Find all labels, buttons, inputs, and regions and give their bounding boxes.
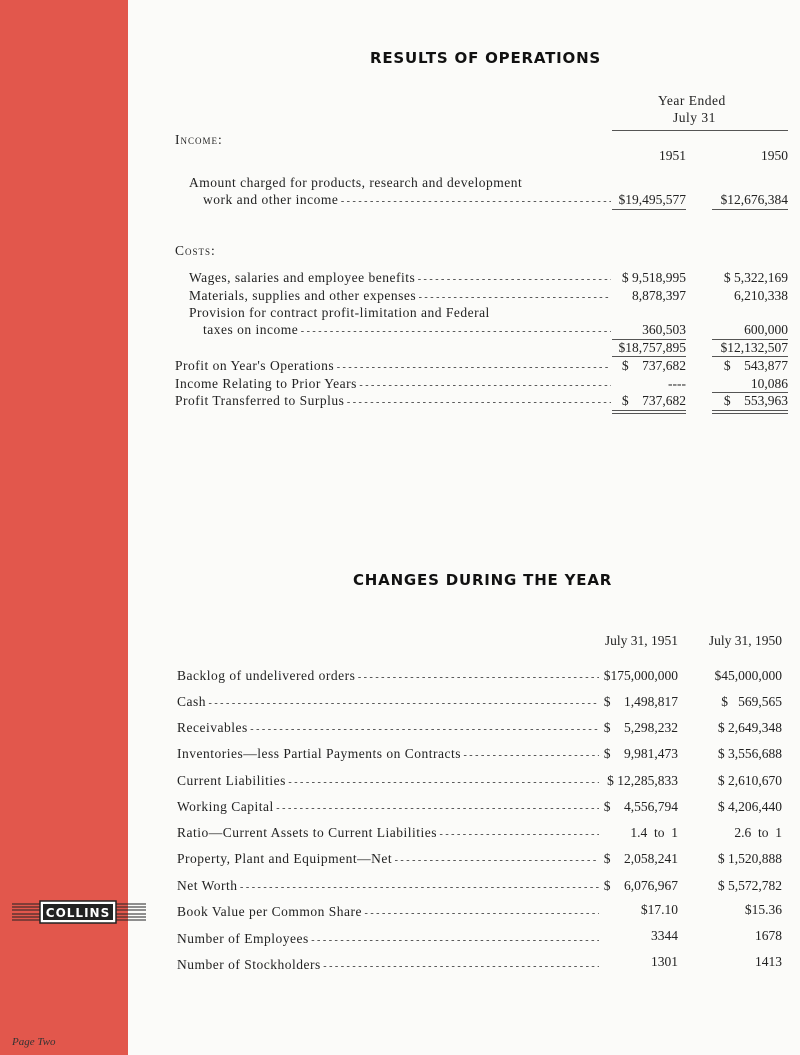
prior-years-1950: 10,086	[750, 376, 788, 391]
changes-row-1950: $ 569,565	[721, 694, 782, 709]
income-heading: Income:	[175, 132, 223, 147]
wages-1951: $ 9,518,995	[621, 270, 686, 285]
provision-1951: 360,503	[642, 322, 686, 337]
materials-1951: 8,878,397	[632, 288, 686, 303]
red-side-band	[0, 0, 128, 1055]
header-rule	[612, 130, 788, 131]
changes-row-1950: $ 2,610,670	[717, 773, 782, 788]
changes-row-1951: $ 4,556,794	[603, 799, 678, 814]
changes-row-1950: $ 1,520,888	[717, 851, 782, 866]
changes-row-label: Property, Plant and Equipment—Net - - -	[177, 851, 599, 867]
provision-label-line2: taxes on income - - -	[203, 322, 611, 338]
changes-row-label: Number of Stockholders - - -	[177, 957, 599, 973]
results-title: RESULTS OF OPERATIONS	[370, 49, 602, 67]
changes-row-label: Book Value per Common Share - - -	[177, 904, 599, 920]
changes-row-label: Working Capital - - -	[177, 799, 599, 815]
changes-row-label: Number of Employees - - -	[177, 931, 599, 947]
col-1951-header: 1951	[659, 148, 686, 163]
surplus-double-rule-1950	[712, 410, 788, 414]
income-label-line1: Amount charged for products, research and development	[189, 175, 523, 190]
changes-col-1950: July 31, 1950	[708, 633, 782, 648]
income-1951: $19,495,577	[618, 192, 686, 207]
july-31-label: July 31	[673, 110, 716, 125]
changes-row-1951: $ 12,285,833	[607, 773, 678, 788]
changes-row-1950: $ 4,206,440	[717, 799, 782, 814]
changes-row-label: Current Liabilities - - -	[177, 773, 599, 789]
changes-row-1951: 3344	[651, 928, 678, 943]
profit-ops-label: Profit on Year's Operations - - -	[175, 358, 611, 374]
provision-1950: 600,000	[744, 322, 788, 337]
surplus-label: Profit Transferred to Surplus - - -	[175, 393, 611, 409]
provision-label-line1: Provision for contract profit-limitation and Federal	[189, 305, 490, 320]
page-number: Page Two	[12, 1036, 56, 1048]
changes-row-label: Receivables - - -	[177, 720, 599, 736]
changes-col-1951: July 31, 1951	[604, 633, 678, 648]
prior-years-label: Income Relating to Prior Years - - -	[175, 376, 611, 392]
income-1950: $12,676,384	[720, 192, 788, 207]
changes-row-1951: 1301	[651, 954, 678, 969]
profit-ops-1950: $ 543,877	[723, 358, 788, 373]
changes-row-label: Cash - - -	[177, 694, 599, 710]
changes-row-1951: $ 1,498,817	[603, 694, 678, 709]
changes-row-1951: $ 6,076,967	[603, 878, 678, 893]
changes-title: CHANGES DURING THE YEAR	[353, 571, 613, 589]
costs-heading: Costs:	[175, 243, 216, 258]
materials-1950: 6,210,338	[734, 288, 788, 303]
changes-row-1950: 1678	[755, 928, 782, 943]
changes-row-1950: $45,000,000	[714, 668, 782, 683]
changes-row-1951: $17.10	[640, 902, 678, 917]
changes-row-label: Ratio—Current Assets to Current Liabilities - - -	[177, 825, 599, 841]
wages-1950: $ 5,322,169	[723, 270, 788, 285]
changes-row-1950: $ 5,572,782	[717, 878, 782, 893]
changes-row-label: Backlog of undelivered orders - - -	[177, 668, 599, 684]
total-costs-1950: $12,132,507	[720, 340, 788, 355]
total-rule-1951	[612, 356, 686, 357]
changes-row-1950: $15.36	[744, 902, 782, 917]
changes-row-1951: $ 5,298,232	[603, 720, 678, 735]
changes-row-1951: $ 9,981,473	[603, 746, 678, 761]
profit-ops-1951: $ 737,682	[621, 358, 686, 373]
changes-row-label: Net Worth - - -	[177, 878, 599, 894]
changes-row-1951: $ 2,058,241	[603, 851, 678, 866]
changes-row-1950: 2.6 to 1	[734, 825, 782, 840]
changes-row-1951: 1.4 to 1	[630, 825, 678, 840]
year-ended-label: Year Ended	[658, 93, 726, 108]
income-rule-1950	[712, 209, 788, 210]
changes-row-1950: $ 3,556,688	[717, 746, 782, 761]
materials-label: Materials, supplies and other expenses - - -	[189, 288, 611, 304]
collins-logo	[12, 900, 146, 924]
wages-label: Wages, salaries and employee benefits - - -	[189, 270, 611, 286]
changes-row-1950: $ 2,649,348	[717, 720, 782, 735]
logo-text: COLLINS	[45, 906, 111, 920]
surplus-double-rule-1951	[612, 410, 686, 414]
prior-years-1951: ----	[668, 376, 686, 391]
col-1950-header: 1950	[761, 148, 788, 163]
changes-row-label: Inventories—less Partial Payments on Contracts - - -	[177, 746, 599, 762]
surplus-1951: $ 737,682	[621, 393, 686, 408]
changes-row-1951: $175,000,000	[603, 668, 678, 683]
income-label-line2: work and other income - - -	[203, 192, 611, 208]
income-rule-1951	[612, 209, 686, 210]
total-rule-1950	[712, 356, 788, 357]
total-costs-1951: $18,757,895	[618, 340, 686, 355]
surplus-1950: $ 553,963	[723, 393, 788, 408]
changes-row-1950: 1413	[755, 954, 782, 969]
